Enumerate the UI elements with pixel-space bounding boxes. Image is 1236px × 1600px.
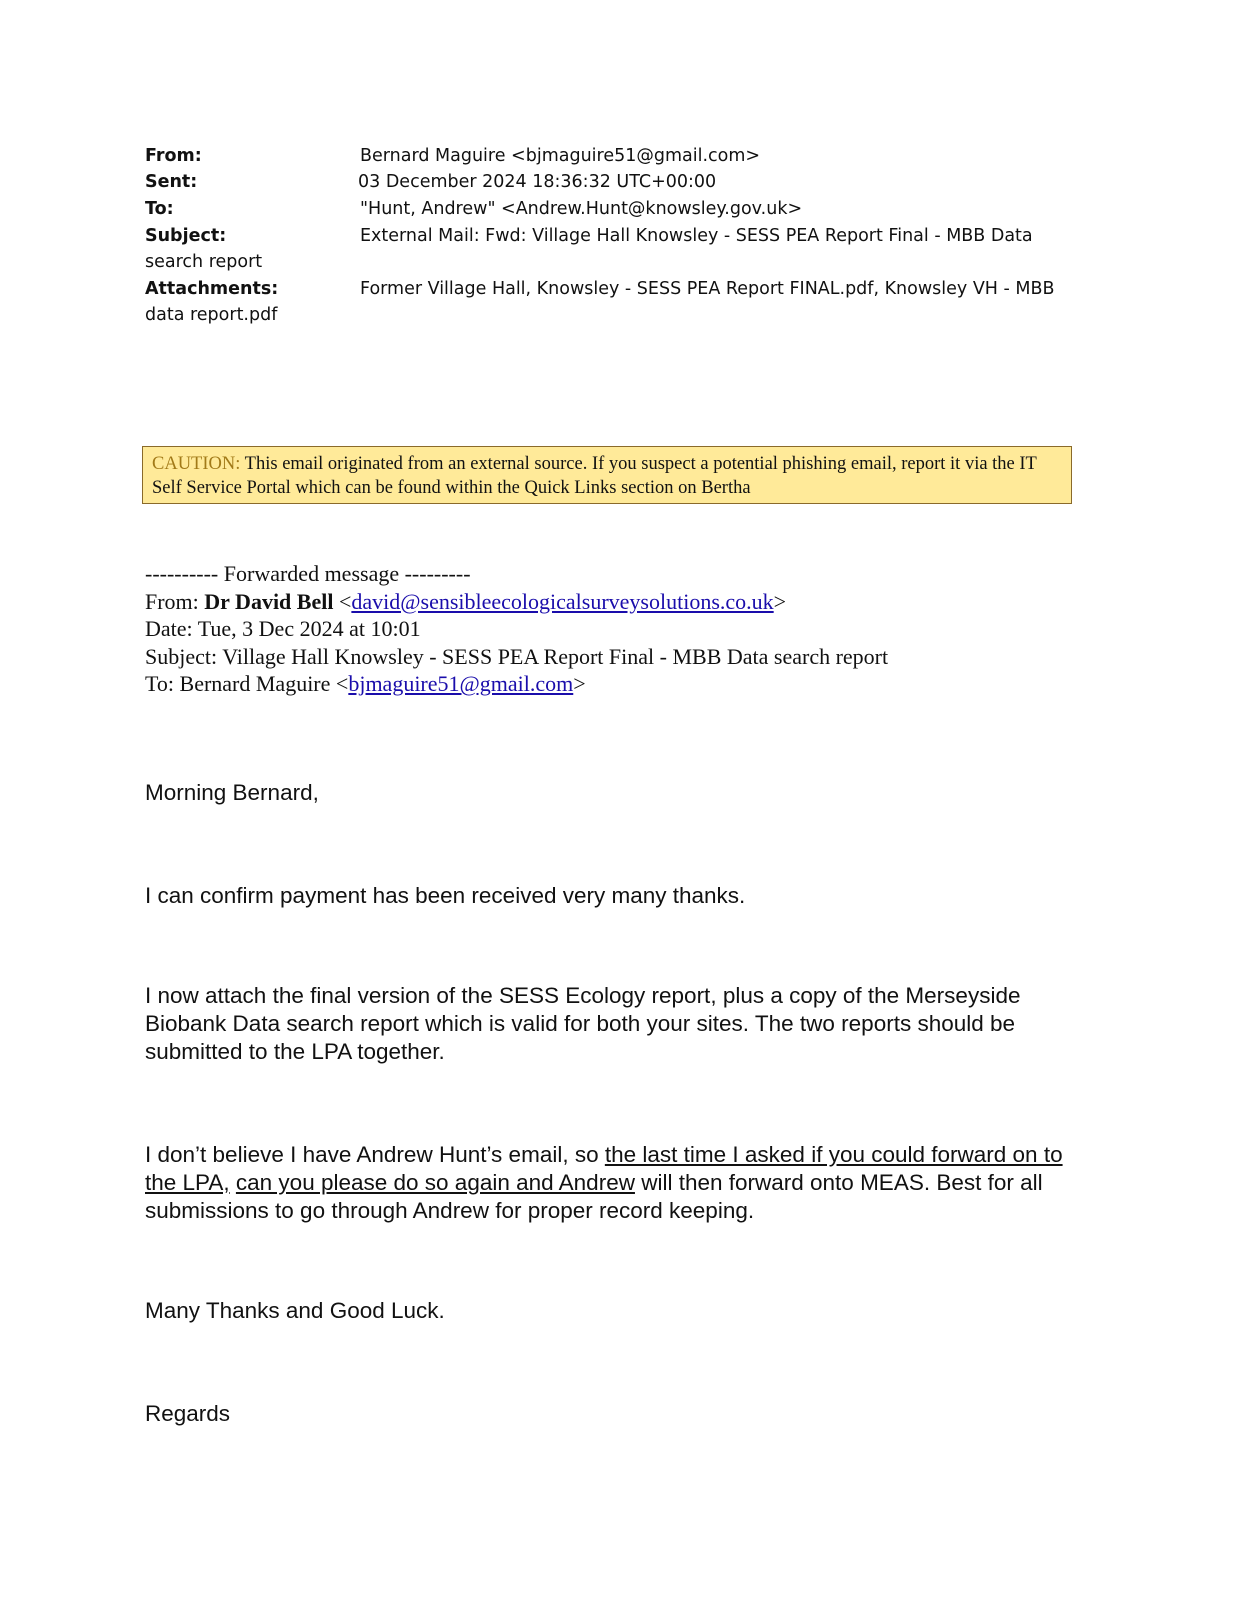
forwarded-to-prefix: To: Bernard Maguire: [145, 671, 336, 696]
forwarded-message: [145, 560, 888, 698]
p3-underlined-1: the last time I asked if you could forward on to the LPA,: [145, 1142, 1063, 1195]
attachments-continuation[interactable]: data report.pdf: [145, 305, 278, 325]
body-paragraph-1: I can confirm payment has been received very many thanks.: [145, 883, 746, 908]
subject-continuation: search report: [145, 252, 263, 272]
to-value: "Hunt, Andrew" <Andrew.Hunt@knowsley.gov.uk>: [360, 199, 803, 219]
sent-value: 03 December 2024 18:36:32 UTC+00:00: [358, 172, 717, 192]
body-paragraph-2: I now attach the final version of the SESS Ecology report, plus a copy of the Merseyside Biobank Data search report which is valid for both your sites. The two reports should be submitted to the LPA together.: [145, 983, 1021, 1064]
forwarded-from: From: Dr David Bell <david@sensibleecologicalsurveysolutions.co.uk>: [145, 588, 787, 614]
p3-part-c: will then forward onto MEAS. Best for all submissions to go through Andrew for proper record keeping.: [145, 1170, 1043, 1223]
forwarded-date: Date: Tue, 3 Dec 2024 at 10:01: [145, 616, 421, 641]
caution-text: This email originated from an external source. If you suspect a potential phishing email, report it via the IT Self Service Portal which can be found within the Quick Links section on Bertha: [152, 454, 1037, 498]
forwarded-from-prefix: From:: [145, 588, 205, 614]
closing-regards: Regards: [145, 1401, 231, 1426]
from-label: From:: [145, 146, 202, 166]
caution-banner: [142, 446, 1072, 504]
from-value: Bernard Maguire <bjmaguire51@gmail.com>: [360, 146, 761, 166]
closing-thanks: Many Thanks and Good Luck.: [145, 1298, 445, 1323]
body-paragraph-3: [145, 1141, 1085, 1225]
subject-label: Subject:: [145, 226, 227, 246]
p3-part-a: I don’t believe I have Andrew Hunt’s email, so: [145, 1142, 605, 1167]
greeting: Morning Bernard,: [145, 780, 319, 805]
forwarded-from-email-link[interactable]: david@sensibleecologicalsurveysolutions.co.uk: [351, 588, 774, 614]
forwarded-divider: ---------- Forwarded message ---------: [145, 561, 471, 586]
forwarded-to-email-link[interactable]: bjmaguire51@gmail.com: [348, 671, 574, 696]
caution-tag: CAUTION:: [152, 454, 241, 474]
p3-underlined-2: can you please do so again and Andrew: [235, 1170, 635, 1195]
forwarded-from-name: Dr David Bell: [204, 588, 334, 614]
sent-label: Sent:: [145, 172, 198, 192]
forwarded-to: To: Bernard Maguire <bjmaguire51@gmail.com>: [145, 671, 586, 696]
subject-value: External Mail: Fwd: Village Hall Knowsley - SESS PEA Report Final - MBB Data: [360, 226, 1033, 246]
attachments-label: Attachments:: [145, 279, 279, 299]
forwarded-subject: Subject: Village Hall Knowsley - SESS PEA Report Final - MBB Data search report: [145, 643, 889, 669]
attachments-value[interactable]: Former Village Hall, Knowsley - SESS PEA Report FINAL.pdf, Knowsley VH - MBB: [360, 279, 1055, 299]
to-label: To:: [145, 199, 174, 219]
